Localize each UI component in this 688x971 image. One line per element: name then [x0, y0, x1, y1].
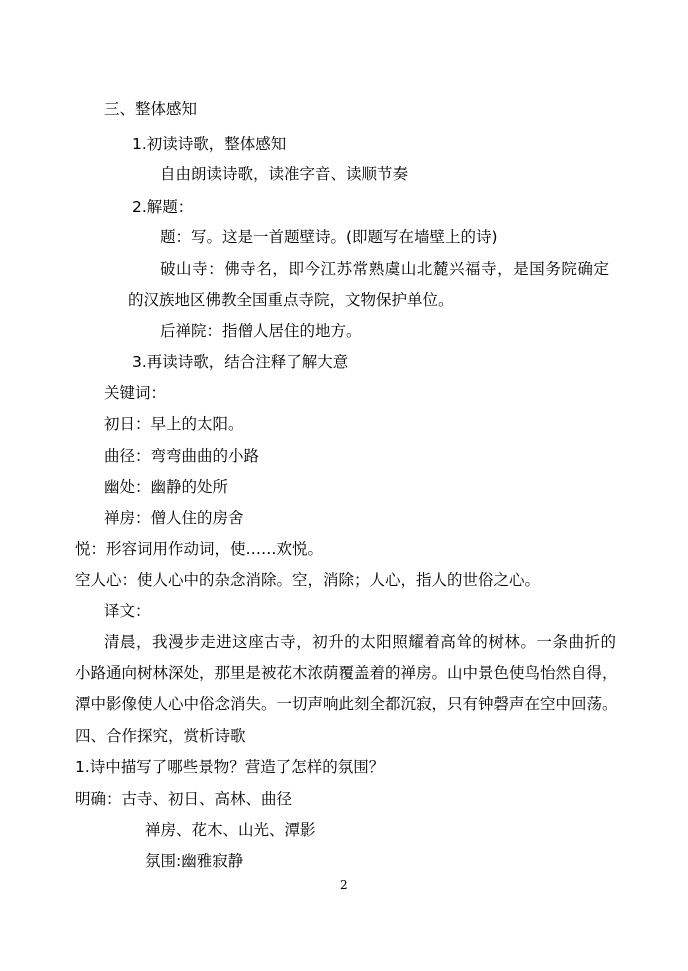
answer-atmosphere: 氛围:幽雅寂静: [145, 852, 244, 870]
text-poshan-temple: 破山寺：佛寺名，即今江苏常熟虞山北麓兴福寺，是国务院确定: [160, 260, 609, 278]
translation-label: 译文：: [104, 602, 151, 620]
section-heading-overall-perception: 三、整体感知: [104, 100, 198, 118]
text-back-chan-court: 后禅院：指僧人居住的地方。: [160, 322, 362, 340]
step-second-reading: 3.再读诗歌，结合注释了解大意: [132, 353, 349, 371]
text-read-aloud: 自由朗读诗歌，读准字音、读顺节奏: [160, 165, 409, 183]
translation-line-2: 小路通向树林深处，那里是被花木浓荫覆盖着的禅房。山中景色使鸟怡然自得，: [75, 664, 618, 682]
keyword-qujing: 曲径：弯弯曲曲的小路: [104, 447, 260, 465]
text-poshan-temple-cont: 的汉族地区佛教全国重点寺院，文物保护单位。: [128, 291, 454, 309]
question-scenery: 1.诗中描写了哪些景物？营造了怎样的氛围？: [75, 758, 385, 776]
keyword-chanfang: 禅房：僧人住的房舍: [104, 509, 244, 527]
answer-scenery-2: 禅房、花木、山光、潭影: [145, 821, 316, 839]
text-title-meaning: 题：写。这是一首题壁诗。(即题写在墙壁上的诗): [160, 228, 498, 246]
page-number: 2: [340, 878, 348, 892]
section-heading-cooperative-inquiry: 四、合作探究，赏析诗歌: [75, 727, 246, 745]
keyword-yue: 悦：形容词用作动词，使……欢悦。: [75, 540, 324, 558]
step-first-reading: 1.初读诗歌，整体感知: [132, 135, 287, 153]
translation-line-1: 清晨，我漫步走进这座古寺，初升的太阳照耀着高耸的树林。一条曲折的: [104, 633, 616, 651]
answer-scenery-1: 明确：古寺、初日、高林、曲径: [75, 790, 293, 808]
translation-line-3: 潭中影像使人心中俗念消失。一切声响此刻全都沉寂，只有钟磬声在空中回荡。: [75, 695, 618, 713]
keyword-youchu: 幽处：幽静的处所: [104, 478, 229, 496]
step-title-explanation: 2.解题：: [132, 198, 194, 216]
keyword-kong-renxin: 空人心：使人心中的杂念消除。空，消除；人心，指人的世俗之心。: [75, 571, 541, 589]
keywords-label: 关键词：: [104, 384, 167, 402]
keyword-chuxi: 初日：早上的太阳。: [104, 415, 244, 433]
